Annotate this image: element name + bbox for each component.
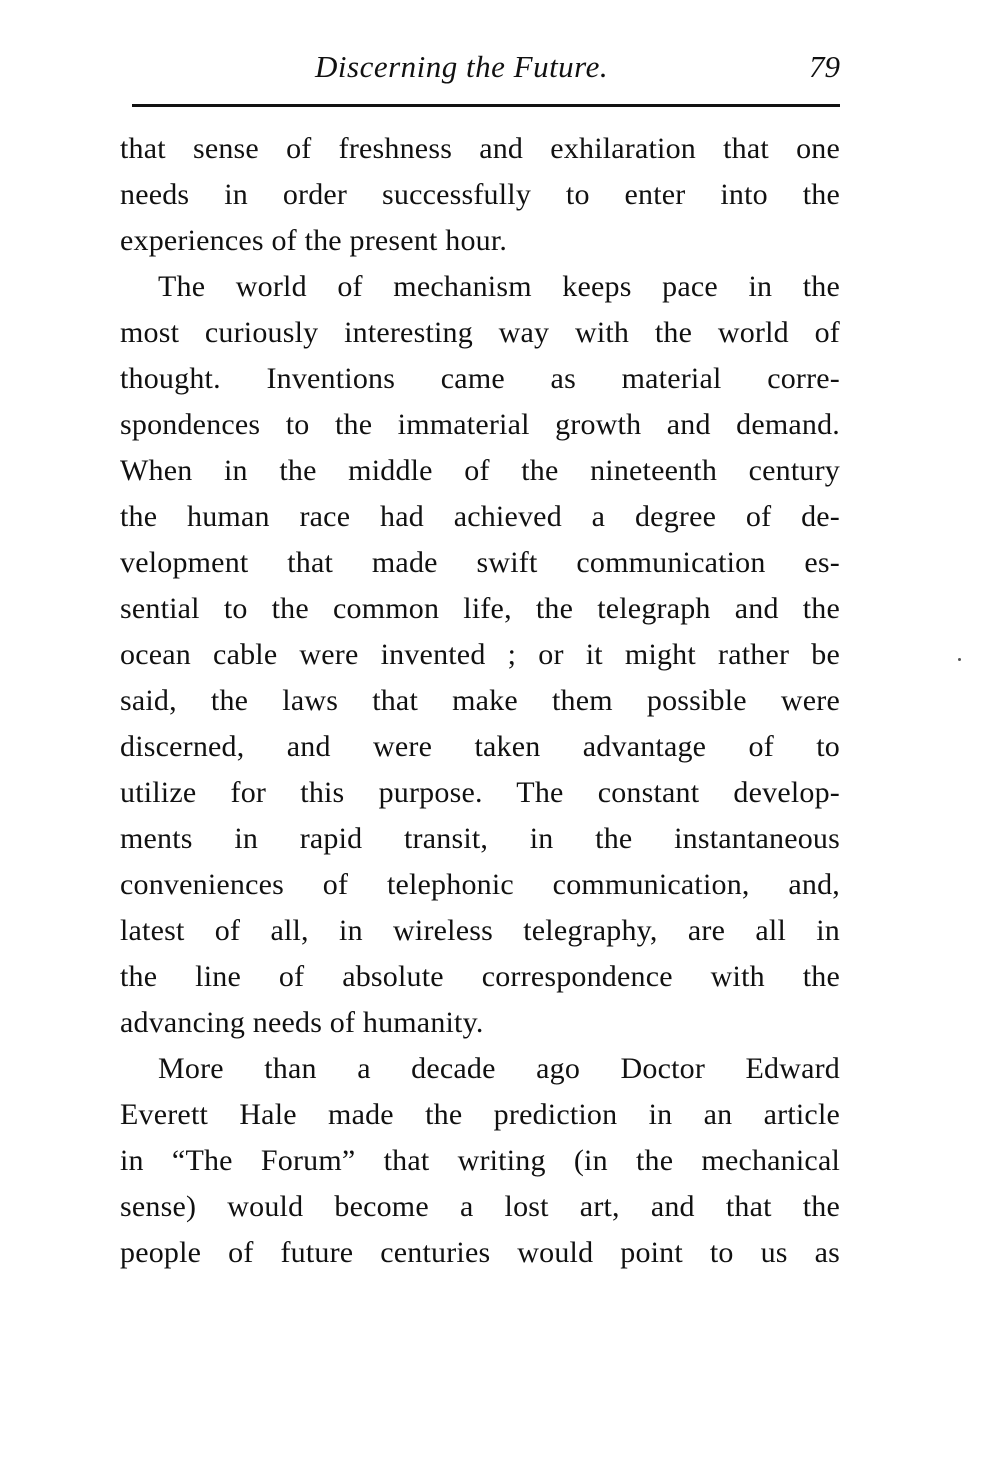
text-line: discerned, and were taken advantage of to xyxy=(120,730,840,763)
text-line: thought. Inventions came as material corre- xyxy=(120,362,840,395)
text-line: people of future centuries would point to us as xyxy=(120,1236,840,1269)
text-line: ocean cable were invented ; or it might rather be xyxy=(120,638,840,671)
text-line: The world of mechanism keeps pace in the xyxy=(158,270,840,303)
text-line: latest of all, in wireless telegraphy, are all in xyxy=(120,914,840,947)
text-line: most curiously interesting way with the world of xyxy=(120,316,840,349)
text-line: advancing needs of humanity. xyxy=(120,1006,484,1039)
header-rule xyxy=(132,104,840,107)
text-line: said, the laws that make them possible were xyxy=(120,684,840,717)
text-line: utilize for this purpose. The constant develop- xyxy=(120,776,840,809)
scan-speck xyxy=(958,658,961,661)
text-line: sense) would become a lost art, and that the xyxy=(120,1190,840,1223)
text-line: spondences to the immaterial growth and demand. xyxy=(120,408,840,441)
text-line: conveniences of telephonic communication, and, xyxy=(120,868,840,901)
text-line: When in the middle of the nineteenth century xyxy=(120,454,840,487)
text-line: needs in order successfully to enter into the xyxy=(120,178,840,211)
running-title: Discerning the Future. xyxy=(315,49,609,84)
running-head xyxy=(120,46,840,92)
text-line: experiences of the present hour. xyxy=(120,224,508,257)
text-line: velopment that made swift communication es- xyxy=(120,546,840,579)
page-number: 79 xyxy=(809,49,840,84)
text-line: More than a decade ago Doctor Edward xyxy=(158,1052,840,1085)
text-line: in “The Forum” that writing (in the mechanical xyxy=(120,1144,840,1177)
text-line: ments in rapid transit, in the instantaneous xyxy=(120,822,840,855)
text-line: the line of absolute correspondence with the xyxy=(120,960,840,993)
text-line: Everett Hale made the prediction in an article xyxy=(120,1098,840,1131)
body-text xyxy=(120,126,840,1276)
text-line: the human race had achieved a degree of de- xyxy=(120,500,840,533)
text-line: that sense of freshness and exhilaration that one xyxy=(120,132,840,165)
text-line: sential to the common life, the telegraph and the xyxy=(120,592,840,625)
